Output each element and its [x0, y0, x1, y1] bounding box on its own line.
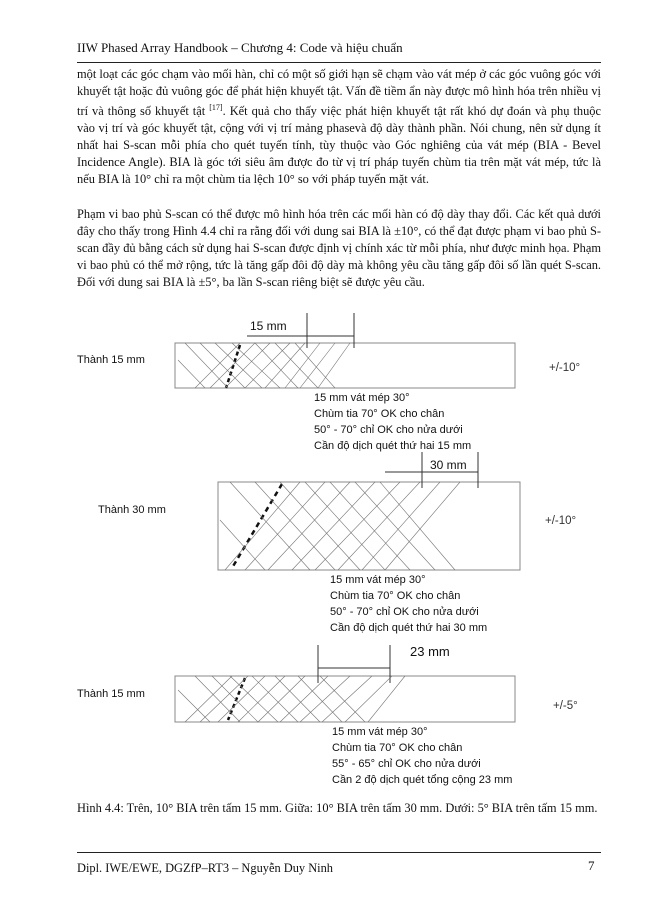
page-header: IIW Phased Array Handbook – Chương 4: Code và hiệu chuẩn — [77, 40, 403, 55]
weld-bevel-1 — [226, 345, 240, 388]
paragraph-1-text-a: một loạt các góc chạm vào mối hàn, chỉ có một số giới hạn sẽ chạm vào vát mép ở các góc vuông góc với khuyết tật hoặc đủ vuông góc để phát hiện khuyết tật. Vấn đề tiềm ẩn này được mô hình hóa trên nhiều vị trí và thông số khuyết tật — [77, 67, 601, 118]
panel-2-wall-label: Thành 30 mm — [98, 504, 166, 516]
panel-1-diagram — [175, 313, 515, 388]
panel-2-tolerance: +/-10° — [545, 515, 577, 527]
page-footer: Dipl. IWE/EWE, DGZfP–RT3 – Nguyễn Duy Ninh — [77, 861, 333, 875]
panel-3-tolerance: +/-5° — [553, 700, 578, 712]
panel-1-note: 15 mm vát mép 30° — [314, 392, 410, 404]
paragraph-2: Phạm vi bao phủ S-scan có thể được mô hình hóa trên các mối hàn có độ dày thay đổi. Các kết quả dưới đây cho thấy trong Hình 4.4 chỉ ra rằng đối với dung sai BIA là ±10°, có thể đạt được phạm vi bao phủ S-scan đầy đủ bằng cách sử dụng hai S-scan được định vị chính xác từ mỗi phía, như được minh họa. Phạm vi bao phủ có thể mở rộng, tức là tăng gấp đôi độ dày mà không yêu cầu tăng gấp đôi số lần quét S-scan. Đối với dung sai BIA là ±5°, ba lần S-scan riêng biệt sẽ được yêu cầu. — [77, 207, 601, 289]
panel-3-notes — [332, 724, 512, 788]
panel-2-note: Chùm tia 70° OK cho chân — [330, 590, 461, 602]
weld-bevel-3 — [228, 678, 245, 720]
panel-3-note: 15 mm vát mép 30° — [332, 726, 428, 738]
panel-3-note: 55° - 65° chỉ OK cho nửa dưới — [332, 758, 481, 770]
panel-1-dimension: 15 mm — [250, 319, 287, 333]
panel-1-note: 50° - 70° chỉ OK cho nửa dưới — [314, 424, 463, 436]
figure-caption: Hình 4.4: Trên, 10° BIA trên tấm 15 mm. Giữa: 10° BIA trên tấm 30 mm. Dưới: 5° BIA trên tấm 15 mm. — [77, 801, 598, 815]
panel-1-note: Chùm tia 70° OK cho chân — [314, 408, 445, 420]
panel-3-wall-label: Thành 15 mm — [77, 688, 145, 700]
panel-3-dimension: 23 mm — [410, 644, 450, 659]
panel-3-note: Chùm tia 70° OK cho chân — [332, 742, 463, 754]
panel-2-note: 50° - 70° chỉ OK cho nửa dưới — [330, 606, 479, 618]
panel-1-tolerance: +/-10° — [549, 362, 581, 374]
panel-2-dimension: 30 mm — [430, 458, 467, 472]
plate-2 — [218, 482, 520, 570]
panel-2-notes — [330, 572, 487, 636]
weld-bevel-2 — [232, 484, 282, 568]
panel-3-diagram — [175, 645, 515, 722]
panel-1-note: Cần độ dịch quét thứ hai 15 mm — [314, 440, 472, 452]
panel-2-note: 15 mm vát mép 30° — [330, 574, 426, 586]
plate-3 — [175, 676, 515, 722]
page-number: 7 — [588, 858, 595, 873]
panel-2-diagram — [218, 452, 520, 570]
panel-1-notes — [314, 390, 471, 454]
footer-rule — [77, 852, 601, 853]
reference-17: [17] — [209, 102, 223, 112]
paragraph-1-text-b: . Kết quả cho thấy việc phát hiện khuyết tật rất khó dự đoán và phụ thuộc vào vị trí và góc khuyết tật, cộng với vị trí mảng phasevà độ dày thành phần. Nói chung, nên sử dụng ít nhất hai S-scan mỗi phía cho quét tuyến tính, tùy thuộc vào Góc nghiêng của vát mép (BIA - Bevel Incidence Angle). BIA là góc tới siêu âm được đo từ vị trí pháp tuyến chùm tia trên mặt vát mép, tức là nếu BIA là 10° chỉ ra một chùm tia lệch 10° so với pháp tuyến mặt vát. — [77, 103, 601, 186]
panel-3-note: Cần 2 độ dịch quét tổng cộng 23 mm — [332, 774, 513, 786]
panel-2-note: Cần độ dịch quét thứ hai 30 mm — [330, 622, 488, 634]
panel-1-wall-label: Thành 15 mm — [77, 354, 145, 366]
